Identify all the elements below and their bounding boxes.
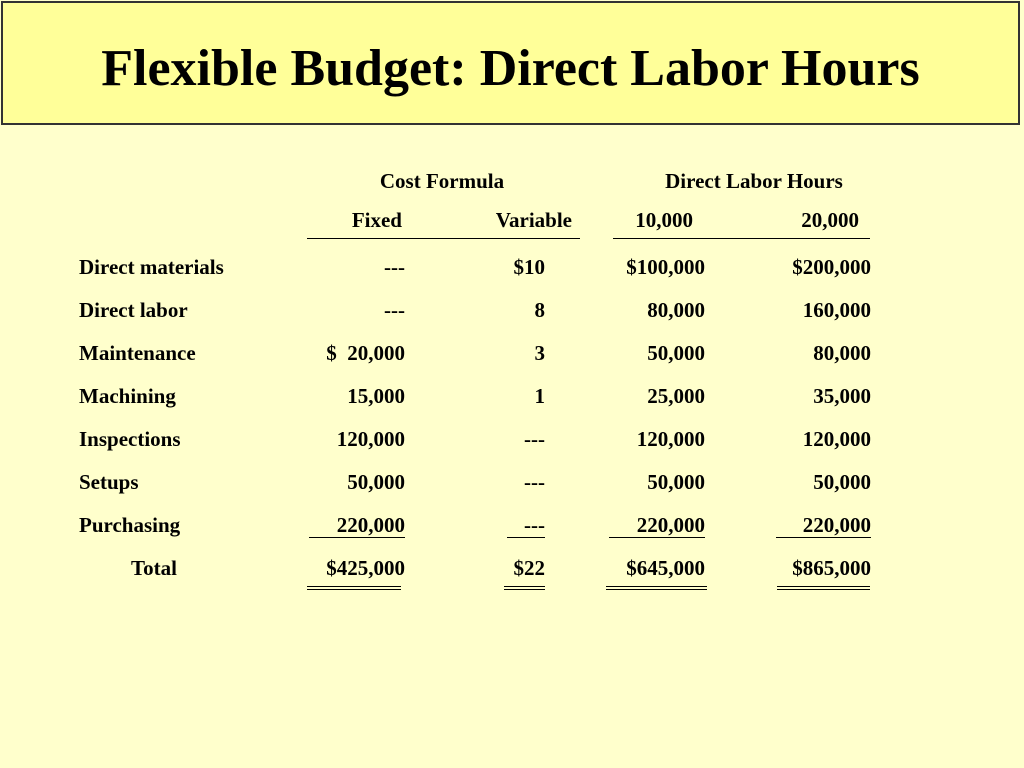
row-variable: --- — [524, 513, 545, 537]
header-underline-cost-formula — [307, 238, 580, 239]
row-20000: 50,000 — [813, 470, 871, 494]
header-20000-hours: 20,000 — [801, 208, 859, 232]
title-box — [1, 1, 1020, 125]
subtotal-underline-fixed — [309, 537, 405, 538]
row-variable: --- — [524, 427, 545, 451]
row-10000: 120,000 — [636, 427, 705, 451]
header-direct-labor-hours: Direct Labor Hours — [665, 169, 843, 193]
row-label: Direct materials — [79, 255, 224, 279]
row-label: Maintenance — [79, 341, 196, 365]
row-fixed: $ 20,000 — [326, 341, 405, 365]
row-fixed: 220,000 — [336, 513, 405, 537]
total-fixed: $425,000 — [326, 556, 405, 580]
header-10000-hours: 10,000 — [635, 208, 693, 232]
row-10000: 80,000 — [647, 298, 705, 322]
header-variable: Variable — [495, 208, 572, 232]
header-underline-direct-labor-hours — [613, 238, 870, 239]
subtotal-underline-variable — [507, 537, 545, 538]
row-20000: 35,000 — [813, 384, 871, 408]
total-10000: $645,000 — [626, 556, 705, 580]
row-variable: $10 — [513, 255, 545, 279]
total-double-underline-10000 — [606, 586, 707, 590]
row-fixed: 15,000 — [347, 384, 405, 408]
total-double-underline-fixed — [307, 586, 401, 590]
row-20000: 160,000 — [802, 298, 871, 322]
total-variable: $22 — [513, 556, 545, 580]
total-double-underline-variable — [504, 586, 545, 590]
row-variable: 3 — [534, 341, 545, 365]
header-fixed: Fixed — [351, 208, 402, 232]
row-10000: $100,000 — [626, 255, 705, 279]
row-10000: 25,000 — [647, 384, 705, 408]
row-label: Purchasing — [79, 513, 181, 537]
subtotal-underline-10000 — [609, 537, 705, 538]
row-variable: 8 — [534, 298, 545, 322]
row-variable: 1 — [534, 384, 545, 408]
row-fixed: 120,000 — [336, 427, 405, 451]
row-10000: 50,000 — [647, 470, 705, 494]
header-cost-formula: Cost Formula — [379, 169, 505, 193]
row-20000: 220,000 — [802, 513, 871, 537]
row-variable: --- — [524, 470, 545, 494]
subtotal-underline-20000 — [776, 537, 871, 538]
page-title: Flexible Budget: Direct Labor Hours — [101, 40, 920, 97]
row-fixed: --- — [384, 255, 405, 279]
row-label: Setups — [79, 470, 139, 494]
row-20000: 80,000 — [813, 341, 871, 365]
total-double-underline-20000 — [777, 586, 870, 590]
row-label: Inspections — [79, 427, 181, 451]
row-fixed: --- — [384, 298, 405, 322]
row-20000: $200,000 — [792, 255, 871, 279]
row-label: Direct labor — [79, 298, 188, 322]
total-label: Total — [131, 556, 177, 580]
total-20000: $865,000 — [792, 556, 871, 580]
row-20000: 120,000 — [802, 427, 871, 451]
row-10000: 220,000 — [636, 513, 705, 537]
row-10000: 50,000 — [647, 341, 705, 365]
row-fixed: 50,000 — [347, 470, 405, 494]
row-label: Machining — [79, 384, 176, 408]
